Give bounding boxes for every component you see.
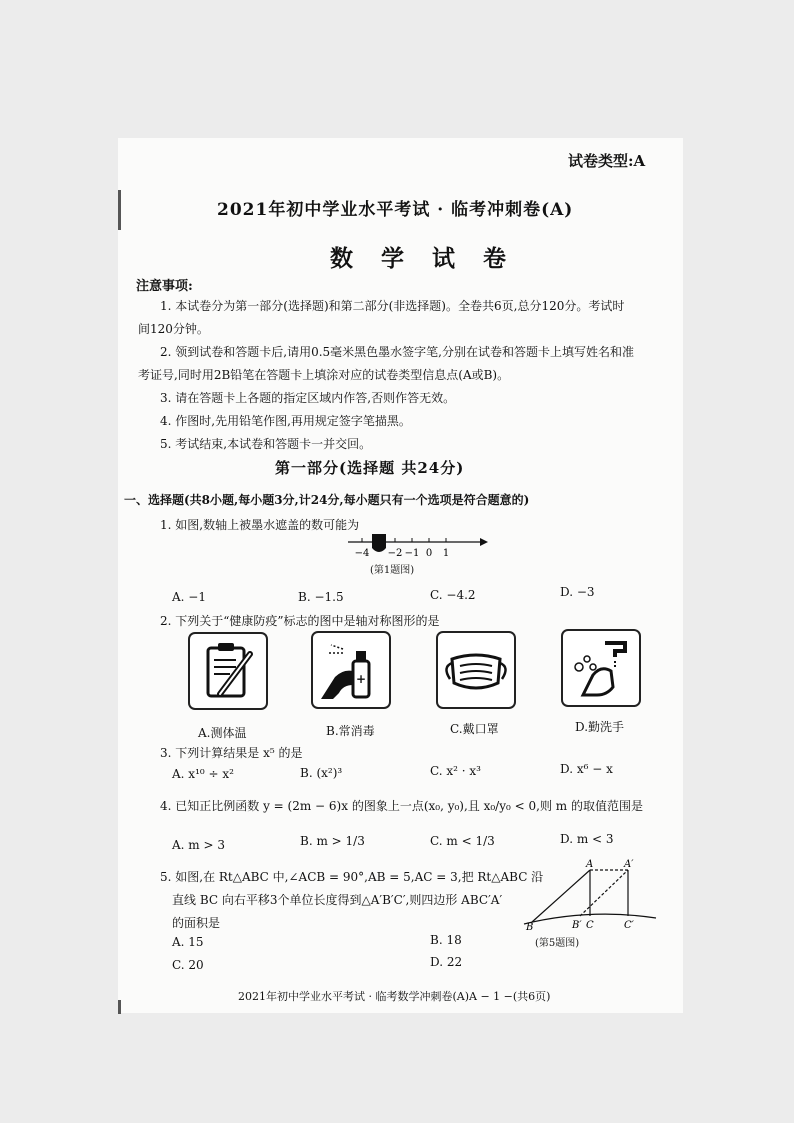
q4-option-d: D. m < 3 — [560, 832, 614, 846]
q1-option-c: C. −4.2 — [430, 588, 476, 602]
q5-option-d: D. 22 — [430, 955, 463, 969]
part1-title: 第一部分(选择题 共24分) — [275, 459, 465, 477]
q1-figure-caption: (第1题图) — [370, 565, 415, 576]
point-label: A — [586, 859, 594, 870]
spray-bottle-icon — [311, 631, 391, 709]
point-label: A′ — [624, 859, 634, 870]
binding-mark — [118, 1000, 121, 1014]
notice-item: 1. 本试卷分为第一部分(选择题)和第二部分(非选择题)。全卷共6页,总分120分。考试时 — [160, 299, 625, 313]
notice-item: 3. 请在答题卡上各题的指定区域内作答,否则作答无效。 — [160, 391, 456, 405]
tick-label: 0 — [425, 548, 433, 559]
q1-option-a: A. −1 — [172, 590, 206, 604]
q1-option-b: B. −1.5 — [298, 590, 344, 604]
ink-blot — [372, 534, 386, 552]
q4-stem: 4. 已知正比例函数 y = (2m − 6)x 的图象上一点(x₀, y₀),且 x₀/y₀ < 0,则 m 的取值范围是 — [160, 799, 643, 813]
page-footer: 2021年初中学业水平考试 · 临考数学冲刺卷(A)A − 1 −(共6页) — [238, 990, 551, 1003]
notice-item: 2. 领到试卷和答题卡后,请用0.5毫米黑色墨水签字笔,分别在试卷和答题卡上填写姓名和准 — [160, 345, 634, 359]
q2-option-d: D.勤洗手 — [575, 720, 625, 734]
q3-option-b: B. (x²)³ — [300, 766, 343, 780]
q2-option-a: A.测体温 — [198, 726, 247, 740]
notice-heading: 注意事项: — [136, 279, 193, 294]
number-line-figure — [340, 532, 490, 562]
q5-option-b: B. 18 — [430, 933, 462, 947]
q5-stem-line: 的面积是 — [172, 916, 221, 930]
q5-figure-caption: (第5题图) — [535, 938, 580, 949]
tick-label: −4 — [354, 548, 370, 559]
q4-option-b: B. m > 1/3 — [300, 834, 365, 848]
tick-label: 1 — [442, 548, 450, 559]
q4-option-c: C. m < 1/3 — [430, 834, 495, 848]
q2-option-c: C.戴口罩 — [450, 722, 499, 736]
q5-stem-line: 5. 如图,在 Rt△ABC 中,∠ACB = 90°,AB = 5,AC = 3,把 Rt△ABC 沿 — [160, 870, 544, 884]
tick-label: −1 — [404, 548, 420, 559]
q3-option-a: A. x¹⁰ ÷ x² — [172, 767, 234, 781]
face-mask-icon — [436, 631, 516, 709]
notice-item: 4. 作图时,先用铅笔作图,再用规定签字笔描黑。 — [160, 414, 411, 428]
subject-title: 数 学 试 卷 — [330, 245, 517, 272]
exam-type-label: 试卷类型:A — [568, 152, 646, 170]
point-label: C — [586, 920, 594, 931]
binding-mark — [118, 190, 121, 230]
q1-stem: 1. 如图,数轴上被墨水遮盖的数可能为 — [160, 518, 360, 532]
q1-option-d: D. −3 — [560, 585, 595, 599]
notice-item: 考证号,同时用2B铅笔在答题卡上填涂对应的试卷类型信息点(A或B)。 — [138, 368, 510, 382]
q5-option-a: A. 15 — [172, 935, 204, 949]
q5-stem-line: 直线 BC 向右平移3个单位长度得到△A′B′C′,则四边形 ABC′A′ — [172, 893, 503, 907]
q4-option-a: A. m > 3 — [172, 838, 225, 852]
exam-title: 2021年初中学业水平考试 · 临考冲刺卷(A) — [217, 200, 574, 220]
point-label: B — [526, 922, 534, 933]
translation-figure — [520, 856, 660, 936]
q2-option-b: B.常消毒 — [326, 724, 375, 738]
notice-item: 间120分钟。 — [138, 322, 209, 336]
q2-stem: 2. 下列关于“健康防疫”标志的图中是轴对称图形的是 — [160, 614, 440, 628]
point-label: C′ — [624, 920, 634, 931]
q5-option-c: C. 20 — [172, 958, 204, 972]
svg-text:+: + — [355, 672, 367, 686]
section1-intro: 一、选择题(共8小题,每小题3分,计24分,每小题只有一个选项是符合题意的) — [124, 493, 530, 507]
hand-washing-icon — [561, 629, 641, 707]
point-label: B′ — [572, 920, 582, 931]
q3-stem: 3. 下列计算结果是 x⁵ 的是 — [160, 746, 303, 760]
tick-label: −2 — [387, 548, 403, 559]
notice-item: 5. 考试结束,本试卷和答题卡一并交回。 — [160, 437, 372, 451]
q3-option-d: D. x⁶ − x — [560, 762, 613, 776]
q3-option-c: C. x² · x³ — [430, 764, 481, 778]
thermometer-clipboard-icon — [188, 632, 268, 710]
